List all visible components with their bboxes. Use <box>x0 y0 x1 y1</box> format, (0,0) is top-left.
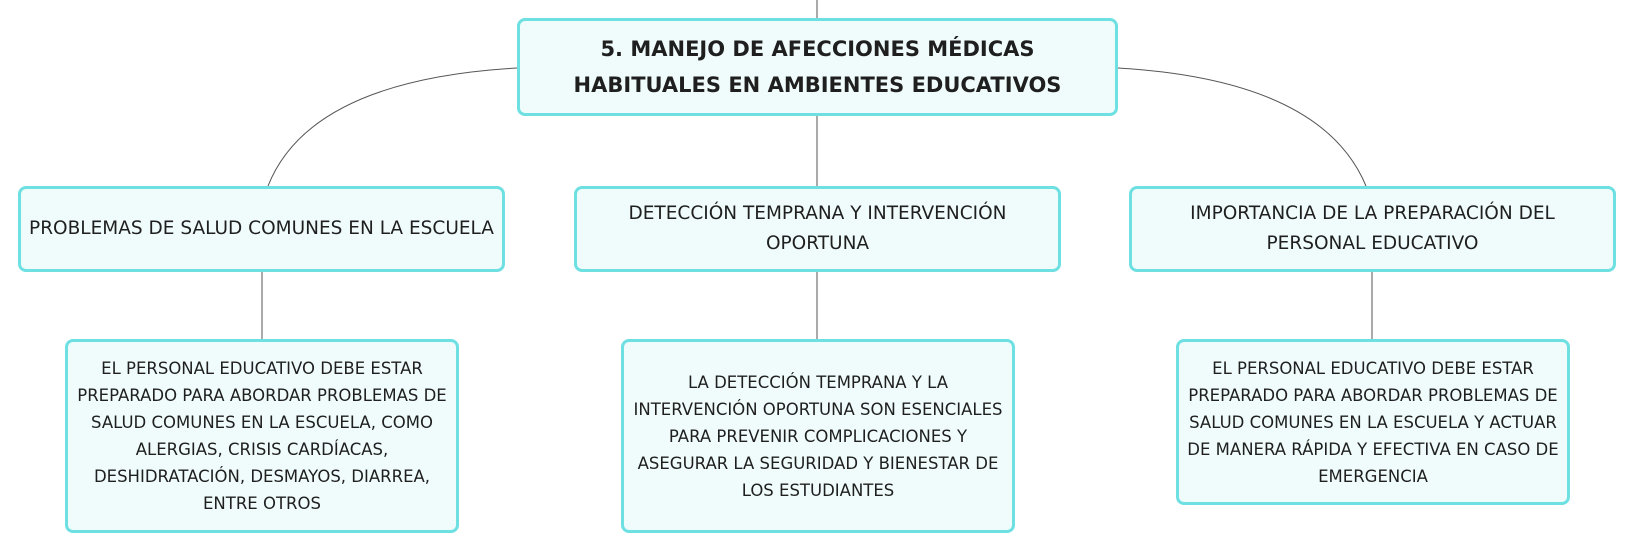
topic-label-importancia-preparacion: IMPORTANCIA DE LA PREPARACIÓN DEL PERSONAL EDUCATIVO <box>1190 203 1555 254</box>
connector-root-to-problemas <box>268 68 517 186</box>
root-topic-label: 5. MANEJO DE AFECCIONES MÉDICAS HABITUALES EN AMBIENTES EDUCATIVOS <box>573 37 1062 97</box>
root-topic-node[interactable] <box>517 18 1118 116</box>
detail-text-importancia-preparacion: EL PERSONAL EDUCATIVO DEBE ESTAR PREPARADO PARA ABORDAR PROBLEMAS DE SALUD COMUNES EN LA ESCUELA Y ACTUAR DE MANERA RÁPIDA Y EFECTIVA EN CASO DE EMERGENCIA <box>1187 358 1559 486</box>
detail-text-problemas-de-salud: EL PERSONAL EDUCATIVO DEBE ESTAR PREPARADO PARA ABORDAR PROBLEMAS DE SALUD COMUNES EN LA ESCUELA, COMO ALERGIAS, CRISIS CARDÍACAS, DESHIDRATACIÓN, DESMAYOS, DIARREA, ENTRE OTROS <box>77 359 447 513</box>
detail-text-deteccion-temprana: LA DETECCIÓN TEMPRANA Y LA INTERVENCIÓN OPORTUNA SON ESENCIALES PARA PREVENIR COMPLICACIONES Y ASEGURAR LA SEGURIDAD Y BIENESTAR DE LOS ESTUDIANTES <box>633 372 1003 500</box>
topic-node-importancia-preparacion[interactable] <box>1129 186 1616 272</box>
topic-label-deteccion-temprana: DETECCIÓN TEMPRANA Y INTERVENCIÓN OPORTUNA <box>628 203 1007 254</box>
topic-label-problemas-de-salud: PROBLEMAS DE SALUD COMUNES EN LA ESCUELA <box>29 218 494 239</box>
connector-root-to-importancia <box>1118 68 1366 186</box>
detail-node-deteccion-temprana[interactable] <box>621 339 1015 533</box>
topic-node-deteccion-temprana[interactable] <box>574 186 1061 272</box>
topic-node-problemas-de-salud[interactable] <box>18 186 505 272</box>
detail-node-problemas-de-salud[interactable] <box>65 339 459 533</box>
detail-node-importancia-preparacion[interactable] <box>1176 339 1570 505</box>
